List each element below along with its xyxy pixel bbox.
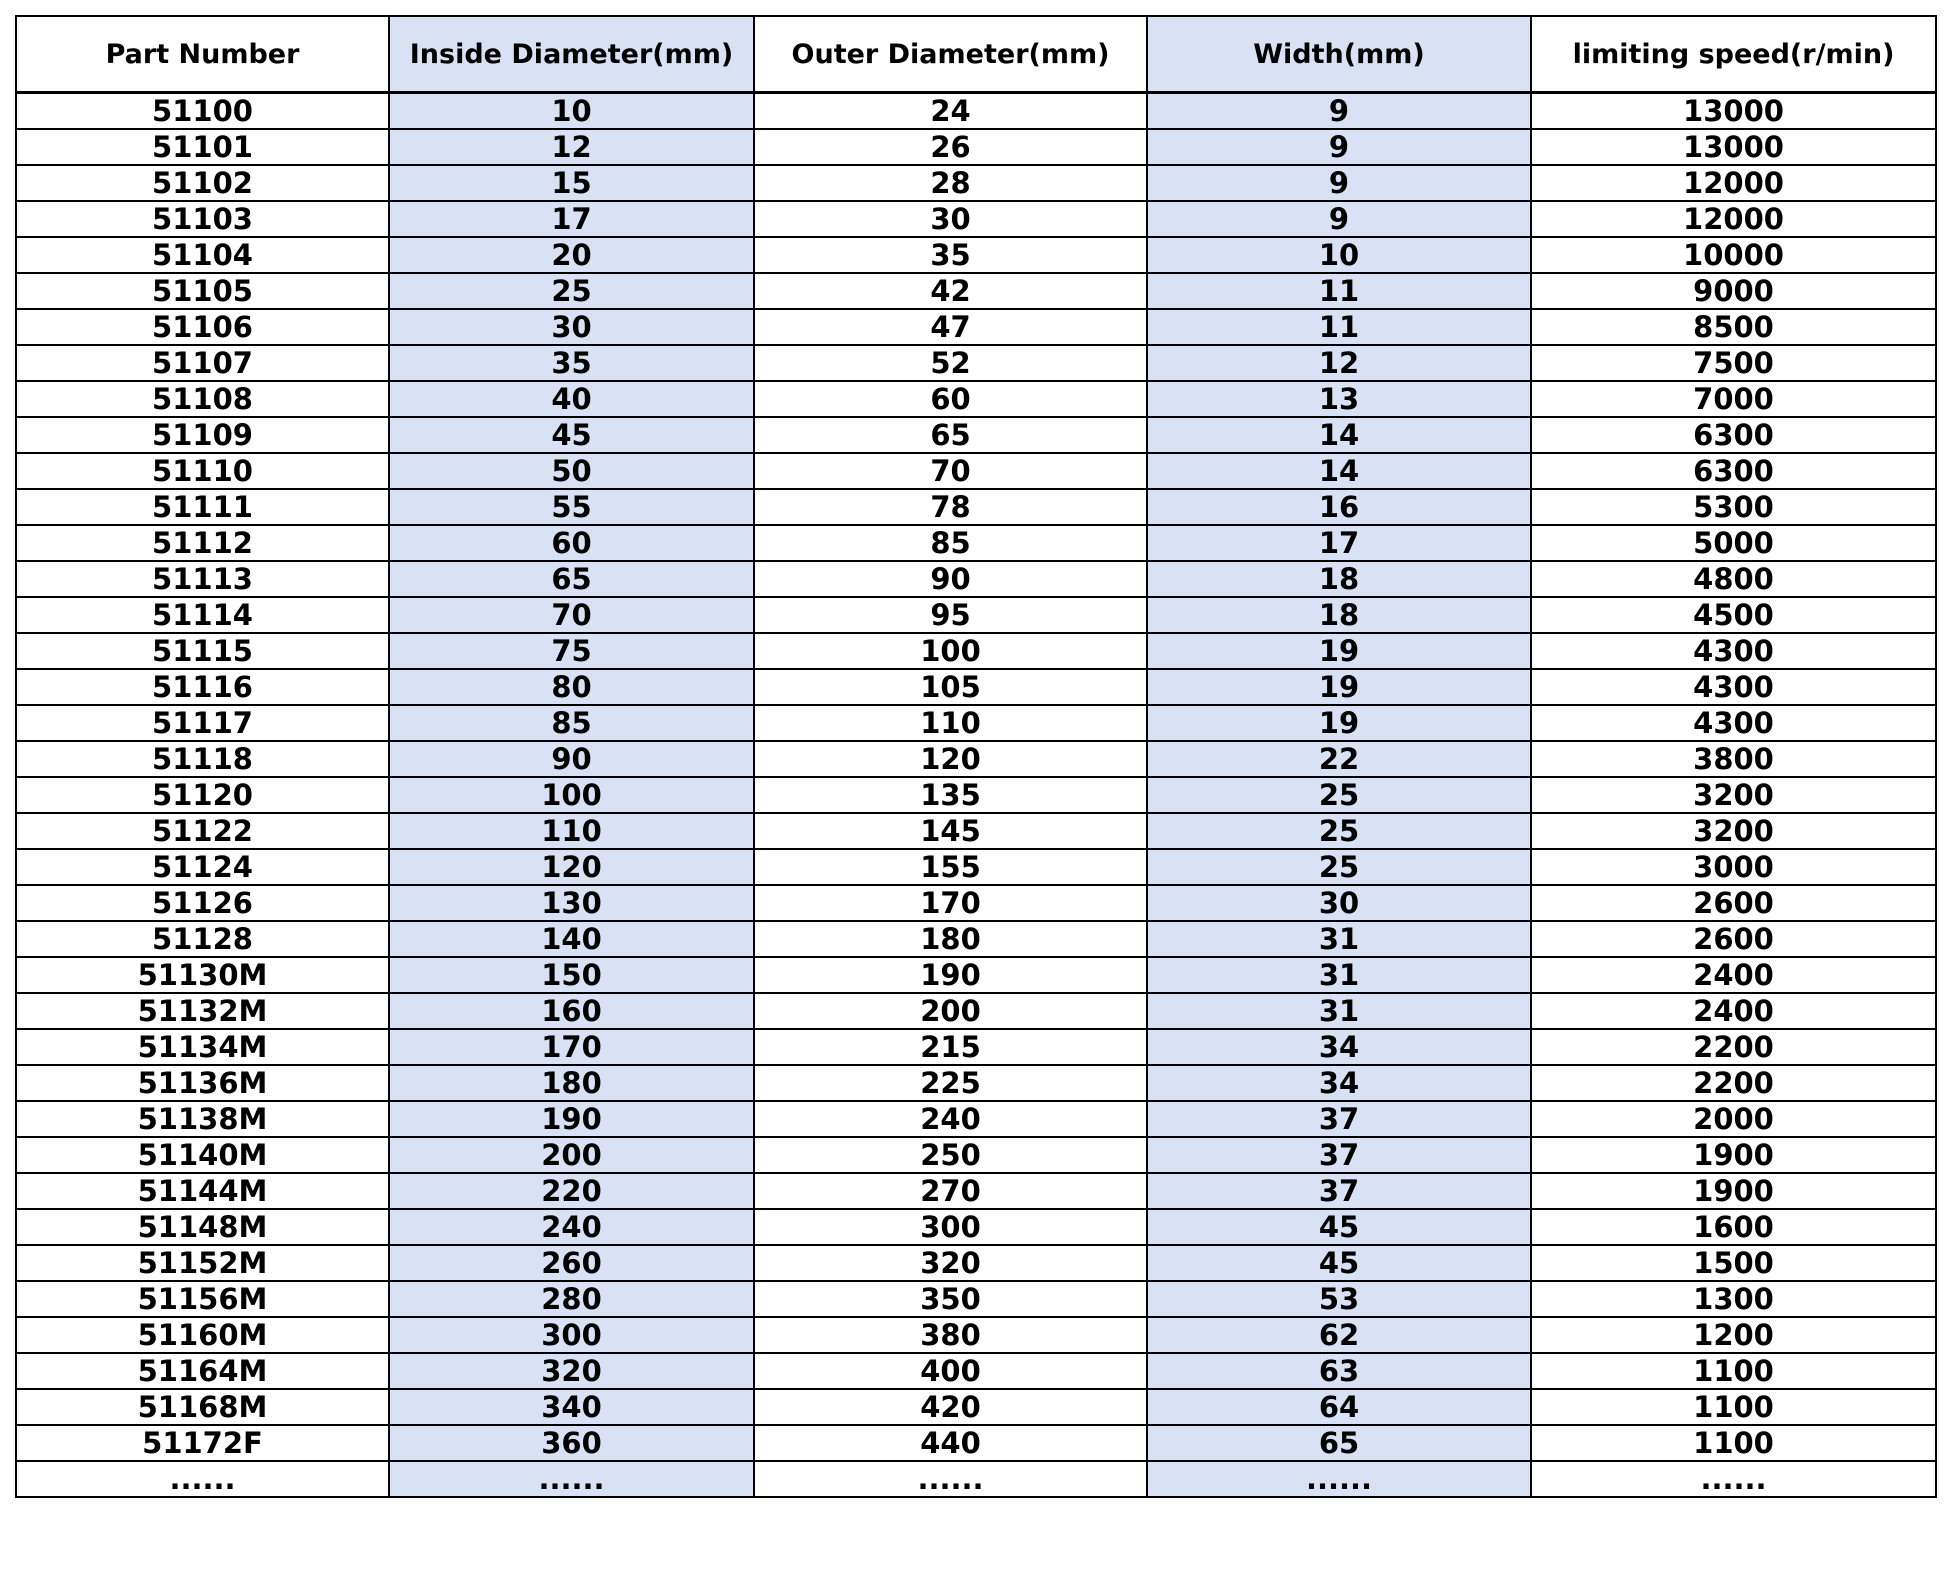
table-row bbox=[16, 1173, 1936, 1209]
cell-inside-diameter: 100 bbox=[389, 777, 754, 813]
cell-inside-diameter: 80 bbox=[389, 669, 754, 705]
cell-width: 19 bbox=[1147, 705, 1531, 741]
cell-inside-diameter: 70 bbox=[389, 597, 754, 633]
cell-inside-diameter: 200 bbox=[389, 1137, 754, 1173]
cell-part-number: 51109 bbox=[16, 417, 389, 453]
cell-width: 16 bbox=[1147, 489, 1531, 525]
table-row bbox=[16, 525, 1936, 561]
cell-width: 9 bbox=[1147, 129, 1531, 165]
cell-width: 18 bbox=[1147, 561, 1531, 597]
cell-width: 19 bbox=[1147, 633, 1531, 669]
cell-outer-diameter: 35 bbox=[754, 237, 1147, 273]
table-row bbox=[16, 993, 1936, 1029]
cell-limiting-speed: 10000 bbox=[1531, 237, 1936, 273]
cell-width: 34 bbox=[1147, 1065, 1531, 1101]
cell-width: 37 bbox=[1147, 1173, 1531, 1209]
table-row bbox=[16, 633, 1936, 669]
table-row bbox=[16, 1353, 1936, 1389]
cell-inside-diameter: 140 bbox=[389, 921, 754, 957]
cell-width: 9 bbox=[1147, 165, 1531, 201]
table-row bbox=[16, 1101, 1936, 1137]
cell-width: 63 bbox=[1147, 1353, 1531, 1389]
cell-limiting-speed: 2400 bbox=[1531, 993, 1936, 1029]
cell-inside-diameter: 12 bbox=[389, 129, 754, 165]
cell-width: 25 bbox=[1147, 849, 1531, 885]
header-inside-diameter: Inside Diameter(mm) bbox=[389, 16, 754, 93]
cell-outer-diameter: 440 bbox=[754, 1425, 1147, 1461]
cell-width: 22 bbox=[1147, 741, 1531, 777]
cell-width: 64 bbox=[1147, 1389, 1531, 1425]
cell-part-number: 51168M bbox=[16, 1389, 389, 1425]
cell-inside-diameter: 20 bbox=[389, 237, 754, 273]
cell-outer-diameter: 120 bbox=[754, 741, 1147, 777]
cell-limiting-speed: 1100 bbox=[1531, 1389, 1936, 1425]
cell-width: 31 bbox=[1147, 993, 1531, 1029]
cell-part-number: 51172F bbox=[16, 1425, 389, 1461]
cell-width: 9 bbox=[1147, 93, 1531, 130]
bearing-spec-table bbox=[15, 15, 1937, 1498]
cell-part-number: 51120 bbox=[16, 777, 389, 813]
table-row bbox=[16, 93, 1936, 130]
cell-inside-diameter: ...... bbox=[389, 1461, 754, 1497]
table-row bbox=[16, 957, 1936, 993]
table-row bbox=[16, 381, 1936, 417]
table-row bbox=[16, 1461, 1936, 1497]
cell-width: 34 bbox=[1147, 1029, 1531, 1065]
cell-width: 12 bbox=[1147, 345, 1531, 381]
table-row bbox=[16, 453, 1936, 489]
cell-inside-diameter: 30 bbox=[389, 309, 754, 345]
cell-limiting-speed: 3800 bbox=[1531, 741, 1936, 777]
cell-part-number: 51107 bbox=[16, 345, 389, 381]
cell-outer-diameter: 300 bbox=[754, 1209, 1147, 1245]
cell-inside-diameter: 360 bbox=[389, 1425, 754, 1461]
cell-width: 17 bbox=[1147, 525, 1531, 561]
cell-outer-diameter: 180 bbox=[754, 921, 1147, 957]
table-row bbox=[16, 669, 1936, 705]
cell-width: 18 bbox=[1147, 597, 1531, 633]
cell-outer-diameter: 90 bbox=[754, 561, 1147, 597]
cell-inside-diameter: 40 bbox=[389, 381, 754, 417]
cell-limiting-speed: 3000 bbox=[1531, 849, 1936, 885]
cell-width: 37 bbox=[1147, 1137, 1531, 1173]
cell-inside-diameter: 180 bbox=[389, 1065, 754, 1101]
table-row bbox=[16, 201, 1936, 237]
table-row bbox=[16, 165, 1936, 201]
cell-part-number: 51110 bbox=[16, 453, 389, 489]
cell-inside-diameter: 240 bbox=[389, 1209, 754, 1245]
cell-width: 30 bbox=[1147, 885, 1531, 921]
cell-limiting-speed: 9000 bbox=[1531, 273, 1936, 309]
cell-width: 13 bbox=[1147, 381, 1531, 417]
cell-outer-diameter: 65 bbox=[754, 417, 1147, 453]
cell-part-number: 51115 bbox=[16, 633, 389, 669]
cell-part-number: 51100 bbox=[16, 93, 389, 130]
cell-part-number: 51140M bbox=[16, 1137, 389, 1173]
cell-outer-diameter: 30 bbox=[754, 201, 1147, 237]
cell-outer-diameter: 380 bbox=[754, 1317, 1147, 1353]
table-row bbox=[16, 921, 1936, 957]
cell-outer-diameter: 52 bbox=[754, 345, 1147, 381]
cell-limiting-speed: 1900 bbox=[1531, 1137, 1936, 1173]
table-row bbox=[16, 1281, 1936, 1317]
cell-limiting-speed: 1100 bbox=[1531, 1425, 1936, 1461]
cell-inside-diameter: 340 bbox=[389, 1389, 754, 1425]
cell-limiting-speed: 5000 bbox=[1531, 525, 1936, 561]
cell-width: 25 bbox=[1147, 777, 1531, 813]
cell-part-number: 51134M bbox=[16, 1029, 389, 1065]
cell-inside-diameter: 25 bbox=[389, 273, 754, 309]
cell-inside-diameter: 130 bbox=[389, 885, 754, 921]
cell-inside-diameter: 150 bbox=[389, 957, 754, 993]
cell-width: 25 bbox=[1147, 813, 1531, 849]
cell-outer-diameter: ...... bbox=[754, 1461, 1147, 1497]
cell-outer-diameter: 170 bbox=[754, 885, 1147, 921]
table-row bbox=[16, 777, 1936, 813]
cell-limiting-speed: 1500 bbox=[1531, 1245, 1936, 1281]
cell-part-number: 51114 bbox=[16, 597, 389, 633]
header-limiting-speed: limiting speed(r/min) bbox=[1531, 16, 1936, 93]
cell-inside-diameter: 50 bbox=[389, 453, 754, 489]
cell-part-number: 51113 bbox=[16, 561, 389, 597]
table-row bbox=[16, 1209, 1936, 1245]
cell-width: ...... bbox=[1147, 1461, 1531, 1497]
cell-outer-diameter: 320 bbox=[754, 1245, 1147, 1281]
cell-inside-diameter: 55 bbox=[389, 489, 754, 525]
cell-part-number: 51164M bbox=[16, 1353, 389, 1389]
cell-width: 31 bbox=[1147, 957, 1531, 993]
cell-width: 9 bbox=[1147, 201, 1531, 237]
cell-inside-diameter: 90 bbox=[389, 741, 754, 777]
table-row bbox=[16, 273, 1936, 309]
cell-width: 10 bbox=[1147, 237, 1531, 273]
cell-part-number: 51148M bbox=[16, 1209, 389, 1245]
cell-outer-diameter: 270 bbox=[754, 1173, 1147, 1209]
cell-inside-diameter: 280 bbox=[389, 1281, 754, 1317]
header-outer-diameter: Outer Diameter(mm) bbox=[754, 16, 1147, 93]
cell-outer-diameter: 26 bbox=[754, 129, 1147, 165]
table-row bbox=[16, 813, 1936, 849]
cell-inside-diameter: 10 bbox=[389, 93, 754, 130]
cell-part-number: 51117 bbox=[16, 705, 389, 741]
cell-outer-diameter: 240 bbox=[754, 1101, 1147, 1137]
table-row bbox=[16, 597, 1936, 633]
table-row bbox=[16, 345, 1936, 381]
cell-outer-diameter: 215 bbox=[754, 1029, 1147, 1065]
cell-width: 11 bbox=[1147, 309, 1531, 345]
cell-part-number: 51116 bbox=[16, 669, 389, 705]
cell-outer-diameter: 250 bbox=[754, 1137, 1147, 1173]
cell-limiting-speed: 2000 bbox=[1531, 1101, 1936, 1137]
table-row bbox=[16, 1317, 1936, 1353]
cell-limiting-speed: 4500 bbox=[1531, 597, 1936, 633]
cell-outer-diameter: 135 bbox=[754, 777, 1147, 813]
cell-inside-diameter: 170 bbox=[389, 1029, 754, 1065]
cell-inside-diameter: 300 bbox=[389, 1317, 754, 1353]
cell-part-number: 51132M bbox=[16, 993, 389, 1029]
cell-limiting-speed: 2200 bbox=[1531, 1065, 1936, 1101]
cell-part-number: 51124 bbox=[16, 849, 389, 885]
cell-part-number: 51128 bbox=[16, 921, 389, 957]
cell-inside-diameter: 190 bbox=[389, 1101, 754, 1137]
cell-part-number: 51112 bbox=[16, 525, 389, 561]
cell-outer-diameter: 24 bbox=[754, 93, 1147, 130]
cell-limiting-speed: 13000 bbox=[1531, 129, 1936, 165]
cell-part-number: 51130M bbox=[16, 957, 389, 993]
table-row bbox=[16, 705, 1936, 741]
cell-outer-diameter: 145 bbox=[754, 813, 1147, 849]
table-row bbox=[16, 561, 1936, 597]
cell-limiting-speed: 4300 bbox=[1531, 669, 1936, 705]
table-row bbox=[16, 1389, 1936, 1425]
cell-outer-diameter: 225 bbox=[754, 1065, 1147, 1101]
cell-width: 45 bbox=[1147, 1209, 1531, 1245]
cell-inside-diameter: 160 bbox=[389, 993, 754, 1029]
cell-limiting-speed: 1900 bbox=[1531, 1173, 1936, 1209]
cell-limiting-speed: 7000 bbox=[1531, 381, 1936, 417]
cell-outer-diameter: 47 bbox=[754, 309, 1147, 345]
cell-limiting-speed: 7500 bbox=[1531, 345, 1936, 381]
cell-part-number: 51160M bbox=[16, 1317, 389, 1353]
cell-outer-diameter: 200 bbox=[754, 993, 1147, 1029]
cell-limiting-speed: 2600 bbox=[1531, 921, 1936, 957]
cell-part-number: ...... bbox=[16, 1461, 389, 1497]
cell-width: 19 bbox=[1147, 669, 1531, 705]
cell-limiting-speed: 12000 bbox=[1531, 201, 1936, 237]
table-body bbox=[16, 93, 1936, 1498]
cell-outer-diameter: 400 bbox=[754, 1353, 1147, 1389]
cell-inside-diameter: 65 bbox=[389, 561, 754, 597]
cell-width: 45 bbox=[1147, 1245, 1531, 1281]
cell-width: 14 bbox=[1147, 417, 1531, 453]
cell-width: 62 bbox=[1147, 1317, 1531, 1353]
cell-part-number: 51122 bbox=[16, 813, 389, 849]
table-row bbox=[16, 741, 1936, 777]
cell-inside-diameter: 320 bbox=[389, 1353, 754, 1389]
cell-part-number: 51152M bbox=[16, 1245, 389, 1281]
cell-limiting-speed: 4300 bbox=[1531, 633, 1936, 669]
cell-part-number: 51101 bbox=[16, 129, 389, 165]
cell-outer-diameter: 95 bbox=[754, 597, 1147, 633]
cell-inside-diameter: 17 bbox=[389, 201, 754, 237]
cell-limiting-speed: 1300 bbox=[1531, 1281, 1936, 1317]
cell-limiting-speed: 5300 bbox=[1531, 489, 1936, 525]
cell-inside-diameter: 220 bbox=[389, 1173, 754, 1209]
cell-outer-diameter: 350 bbox=[754, 1281, 1147, 1317]
header-part-number: Part Number bbox=[16, 16, 389, 93]
cell-outer-diameter: 105 bbox=[754, 669, 1147, 705]
cell-limiting-speed: 13000 bbox=[1531, 93, 1936, 130]
cell-width: 14 bbox=[1147, 453, 1531, 489]
cell-inside-diameter: 85 bbox=[389, 705, 754, 741]
table-row bbox=[16, 885, 1936, 921]
cell-inside-diameter: 60 bbox=[389, 525, 754, 561]
cell-outer-diameter: 42 bbox=[754, 273, 1147, 309]
cell-part-number: 51103 bbox=[16, 201, 389, 237]
cell-limiting-speed: 3200 bbox=[1531, 813, 1936, 849]
cell-outer-diameter: 60 bbox=[754, 381, 1147, 417]
cell-limiting-speed: 6300 bbox=[1531, 453, 1936, 489]
cell-inside-diameter: 120 bbox=[389, 849, 754, 885]
cell-limiting-speed: 1600 bbox=[1531, 1209, 1936, 1245]
cell-width: 65 bbox=[1147, 1425, 1531, 1461]
cell-part-number: 51106 bbox=[16, 309, 389, 345]
cell-part-number: 51104 bbox=[16, 237, 389, 273]
cell-width: 11 bbox=[1147, 273, 1531, 309]
cell-outer-diameter: 28 bbox=[754, 165, 1147, 201]
cell-outer-diameter: 110 bbox=[754, 705, 1147, 741]
cell-outer-diameter: 100 bbox=[754, 633, 1147, 669]
cell-outer-diameter: 190 bbox=[754, 957, 1147, 993]
cell-limiting-speed: 1200 bbox=[1531, 1317, 1936, 1353]
table-row bbox=[16, 1029, 1936, 1065]
cell-limiting-speed: 1100 bbox=[1531, 1353, 1936, 1389]
table-row bbox=[16, 1245, 1936, 1281]
cell-limiting-speed: 4300 bbox=[1531, 705, 1936, 741]
cell-outer-diameter: 420 bbox=[754, 1389, 1147, 1425]
cell-limiting-speed: 2200 bbox=[1531, 1029, 1936, 1065]
cell-inside-diameter: 260 bbox=[389, 1245, 754, 1281]
cell-limiting-speed: 6300 bbox=[1531, 417, 1936, 453]
table-row bbox=[16, 1425, 1936, 1461]
cell-part-number: 51144M bbox=[16, 1173, 389, 1209]
cell-inside-diameter: 45 bbox=[389, 417, 754, 453]
table-row bbox=[16, 1137, 1936, 1173]
table-row bbox=[16, 417, 1936, 453]
cell-outer-diameter: 70 bbox=[754, 453, 1147, 489]
cell-inside-diameter: 15 bbox=[389, 165, 754, 201]
table-row bbox=[16, 309, 1936, 345]
cell-width: 37 bbox=[1147, 1101, 1531, 1137]
cell-outer-diameter: 85 bbox=[754, 525, 1147, 561]
table-row bbox=[16, 237, 1936, 273]
table-row bbox=[16, 489, 1936, 525]
cell-width: 31 bbox=[1147, 921, 1531, 957]
cell-inside-diameter: 110 bbox=[389, 813, 754, 849]
cell-part-number: 51102 bbox=[16, 165, 389, 201]
header-row bbox=[16, 16, 1936, 93]
cell-inside-diameter: 35 bbox=[389, 345, 754, 381]
cell-part-number: 51136M bbox=[16, 1065, 389, 1101]
cell-limiting-speed: ...... bbox=[1531, 1461, 1936, 1497]
table-header bbox=[16, 16, 1936, 93]
cell-part-number: 51108 bbox=[16, 381, 389, 417]
header-width: Width(mm) bbox=[1147, 16, 1531, 93]
cell-limiting-speed: 8500 bbox=[1531, 309, 1936, 345]
cell-part-number: 51105 bbox=[16, 273, 389, 309]
cell-limiting-speed: 12000 bbox=[1531, 165, 1936, 201]
cell-part-number: 51111 bbox=[16, 489, 389, 525]
cell-outer-diameter: 78 bbox=[754, 489, 1147, 525]
table-row bbox=[16, 129, 1936, 165]
table-row bbox=[16, 849, 1936, 885]
cell-width: 53 bbox=[1147, 1281, 1531, 1317]
cell-part-number: 51126 bbox=[16, 885, 389, 921]
cell-part-number: 51156M bbox=[16, 1281, 389, 1317]
cell-limiting-speed: 2600 bbox=[1531, 885, 1936, 921]
table-row bbox=[16, 1065, 1936, 1101]
cell-part-number: 51118 bbox=[16, 741, 389, 777]
cell-part-number: 51138M bbox=[16, 1101, 389, 1137]
cell-inside-diameter: 75 bbox=[389, 633, 754, 669]
cell-limiting-speed: 3200 bbox=[1531, 777, 1936, 813]
cell-limiting-speed: 4800 bbox=[1531, 561, 1936, 597]
cell-limiting-speed: 2400 bbox=[1531, 957, 1936, 993]
cell-outer-diameter: 155 bbox=[754, 849, 1147, 885]
